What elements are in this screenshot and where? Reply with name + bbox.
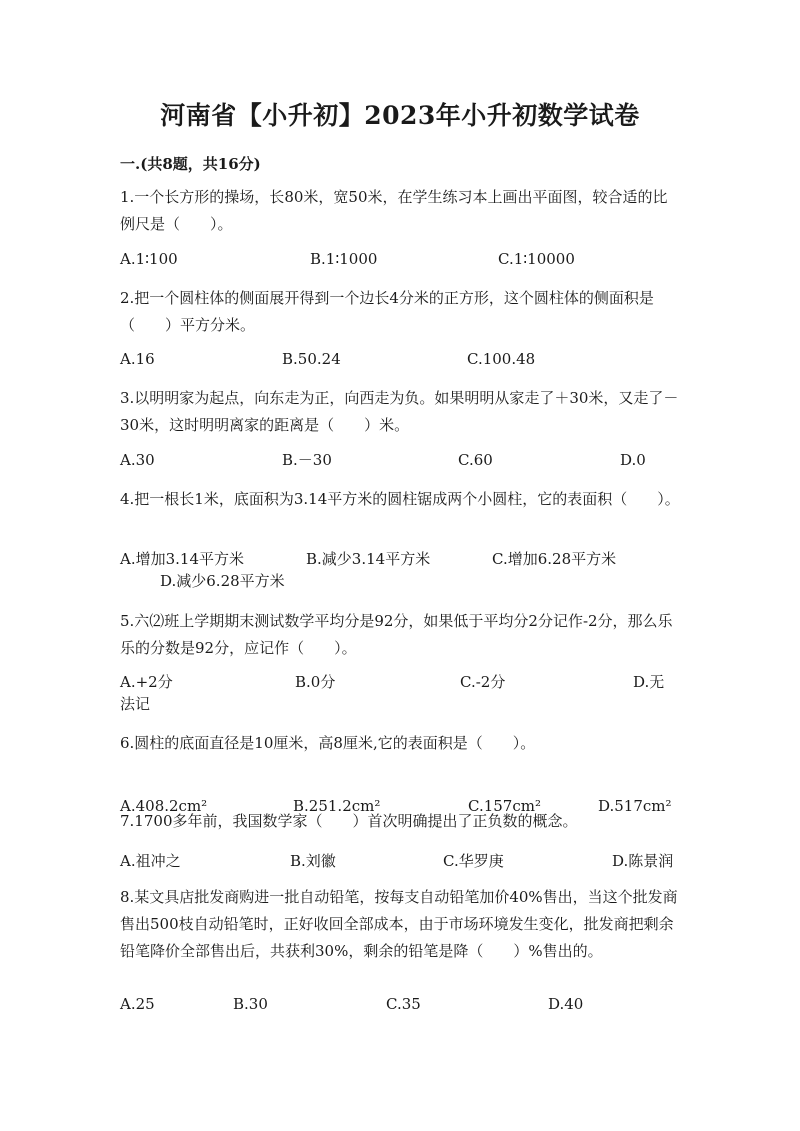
q2-option-c: C.100.48 xyxy=(467,350,536,368)
q3-option-b: B.－30 xyxy=(282,451,332,469)
q7-option-c: C.华罗庚 xyxy=(443,852,504,870)
q1-option-c: C.1∶10000 xyxy=(498,250,575,268)
q5-option-a: A.+2分 xyxy=(120,673,173,691)
q5-option-c: C.-2分 xyxy=(460,673,506,691)
q7-option-a: A.祖冲之 xyxy=(120,852,181,870)
q3-option-a: A.30 xyxy=(120,451,155,469)
q6-option-b: B.251.2cm² xyxy=(293,797,381,815)
question-6: 6.圆柱的底面直径是10厘米，高8厘米,它的表面积是（ ）。 xyxy=(120,734,536,752)
q4-option-a: A.增加3.14平方米 xyxy=(120,550,244,568)
q3-option-c: C.60 xyxy=(458,451,493,469)
section-heading: 一.(共8题，共16分) xyxy=(120,155,261,173)
question-1: 1.一个长方形的操场，长80米，宽50米，在学生练习本上画出平面图，较合适的比例尺是（ ）。 xyxy=(120,188,668,233)
question-7: 7.1700多年前，我国数学家（ ）首次明确提出了正负数的概念。 xyxy=(120,812,578,830)
q6-option-c: C.157cm² xyxy=(468,797,541,815)
q2-option-b: B.50.24 xyxy=(282,350,341,368)
q6-option-d: D.517cm² xyxy=(598,797,672,815)
q5-option-b: B.0分 xyxy=(295,673,336,691)
page-title: 河南省【小升初】2023年小升初数学试卷 xyxy=(160,101,640,130)
q7-option-b: B.刘徽 xyxy=(290,852,336,870)
q4-option-c: C.增加6.28平方米 xyxy=(492,550,617,568)
q4-option-d: D.减少6.28平方米 xyxy=(160,572,285,590)
question-3: 3.以明明家为起点，向东走为正，向西走为负。如果明明从家走了＋30米，又走了－30米，这时明明离家的距离是（ ）米。 xyxy=(120,389,679,434)
question-4: 4.把一根长1米，底面积为3.14平方米的圆柱锯成两个小圆柱，它的表面积（ ）。 xyxy=(120,490,680,508)
q5-option-d-line2: 法记 xyxy=(120,695,151,713)
question-2: 2.把一个圆柱体的侧面展开得到一个边长4分米的正方形，这个圆柱体的侧面积是（ ）平方分米。 xyxy=(120,289,654,334)
q5-option-d-line1: D.无 xyxy=(633,673,665,691)
q3-option-d: D.0 xyxy=(620,451,646,469)
question-5: 5.六⑵班上学期期末测试数学平均分是92分，如果低于平均分2分记作-2分，那么乐乐的分数是92分，应记作（ ）。 xyxy=(120,612,673,657)
q1-option-a: A.1∶100 xyxy=(120,250,178,268)
q8-option-a: A.25 xyxy=(120,995,155,1013)
question-8: 8.某文具店批发商购进一批自动铅笔，按每支自动铅笔加价40%售出，当这个批发商售出500枝自动铅笔时，正好收回全部成本，由于市场环境发生变化，批发商把剩余铅笔降价全部售出后，共获利30%，剩余的铅笔是降（ ）%售出的。 xyxy=(120,888,678,960)
q6-option-a: A.408.2cm² xyxy=(120,797,208,815)
q7-option-d: D.陈景润 xyxy=(612,852,674,870)
q2-option-a: A.16 xyxy=(120,350,155,368)
q8-option-b: B.30 xyxy=(233,995,268,1013)
q4-option-b: B.减少3.14平方米 xyxy=(306,550,431,568)
q1-option-b: B.1∶1000 xyxy=(310,250,378,268)
q8-option-c: C.35 xyxy=(386,995,421,1013)
q8-option-d: D.40 xyxy=(548,995,584,1013)
